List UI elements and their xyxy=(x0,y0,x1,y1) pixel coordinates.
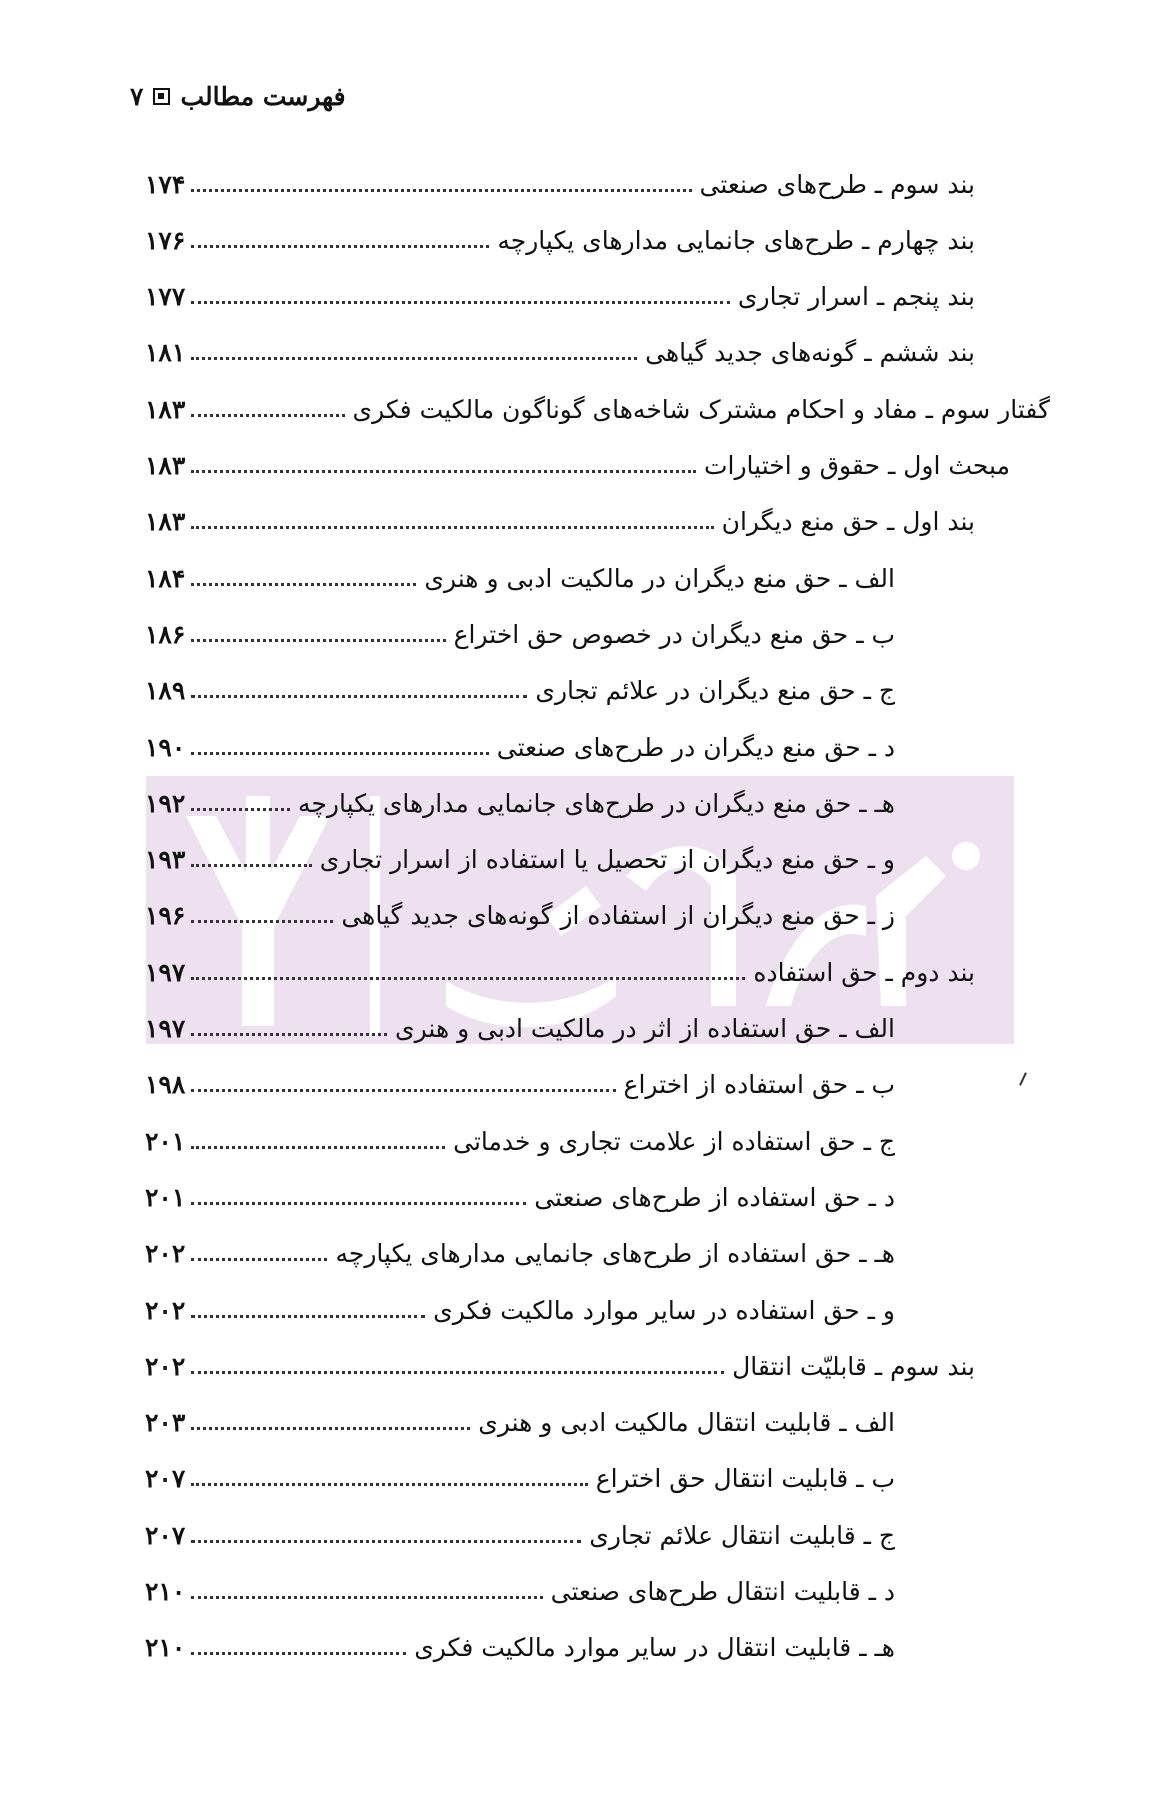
toc-entry[interactable] xyxy=(145,1113,895,1169)
toc-entry-page: ۱۸۳ xyxy=(145,394,186,424)
header-title: فهرست مطالب xyxy=(180,82,346,111)
margin-mark xyxy=(1019,1072,1027,1086)
toc-entry[interactable] xyxy=(145,944,975,1000)
toc-entry-title: د ـ قابلیت انتقال طرح‌های صنعتی xyxy=(550,1577,895,1606)
toc-entry-title: ج ـ حق استفاده از علامت تجاری و خدماتی xyxy=(453,1126,895,1156)
toc-entry-page: ۱۷۶ xyxy=(145,225,186,255)
toc-entry[interactable] xyxy=(145,381,1050,437)
dot-leader xyxy=(191,1258,327,1261)
dot-leader xyxy=(191,1202,526,1205)
toc-entry-title: بند اول ـ حق منع دیگران xyxy=(721,507,975,537)
dot-leader xyxy=(191,1652,406,1655)
dot-leader xyxy=(191,189,691,192)
dot-leader xyxy=(191,1146,445,1149)
dot-leader xyxy=(191,1483,587,1486)
toc-entry-title: گفتار سوم ـ مفاد و احکام مشترک شاخه‌های گوناگون مالکیت فکری xyxy=(352,394,1050,424)
toc-entry-page: ۲۰۲ xyxy=(145,1295,186,1325)
toc-entry-page: ۲۰۳ xyxy=(145,1408,186,1438)
toc-entry[interactable] xyxy=(145,888,895,944)
toc-entry-page: ۲۱۰ xyxy=(145,1577,186,1606)
dot-leader xyxy=(191,1540,581,1543)
toc-entry[interactable] xyxy=(145,1226,895,1282)
toc-entry[interactable] xyxy=(145,1169,895,1225)
running-header xyxy=(130,82,346,111)
toc-entry[interactable] xyxy=(145,663,895,719)
dot-leader xyxy=(191,1371,724,1374)
dot-leader xyxy=(191,1315,425,1318)
toc-entry-page: ۱۸۴ xyxy=(145,563,186,593)
toc-entry-title: هـ ـ قابلیت انتقال در سایر موارد مالکیت فکری xyxy=(414,1633,895,1663)
toc-entry[interactable] xyxy=(145,1620,895,1676)
toc-entry-title: بند پنجم ـ اسرار تجاری xyxy=(737,282,975,312)
toc-entry-page: ۱۹۷ xyxy=(145,957,186,987)
dot-leader xyxy=(191,470,696,473)
toc-entry-page: ۱۹۰ xyxy=(145,732,186,762)
toc-entry[interactable] xyxy=(145,269,975,325)
toc-entry[interactable] xyxy=(145,1282,895,1338)
toc-entry-title: ب ـ حق منع دیگران در خصوص حق اختراع xyxy=(453,619,895,649)
dot-leader xyxy=(191,245,489,248)
dot-leader xyxy=(191,414,344,417)
toc-entry-page: ۱۸۳ xyxy=(145,507,186,537)
toc-entry[interactable] xyxy=(145,1507,895,1563)
toc-entry[interactable] xyxy=(145,438,1010,494)
toc-entry[interactable] xyxy=(145,1395,895,1451)
toc-entry-page: ۲۰۷ xyxy=(145,1520,186,1550)
toc-entry-page: ۲۰۱ xyxy=(145,1182,186,1212)
toc-entry[interactable] xyxy=(145,1564,895,1620)
toc-entry-title: بند سوم ـ طرح‌های صنعتی xyxy=(699,169,975,199)
toc-entry[interactable] xyxy=(145,550,895,606)
dot-leader xyxy=(191,583,416,586)
toc-entry[interactable] xyxy=(145,494,975,550)
toc-entry-title: ج ـ قابلیت انتقال علائم تجاری xyxy=(589,1520,895,1550)
dot-leader xyxy=(191,1089,615,1092)
toc-entry-page: ۲۰۱ xyxy=(145,1126,186,1156)
toc-entry-title: ب ـ حق استفاده از اختراع xyxy=(623,1070,895,1100)
dot-leader xyxy=(191,1033,387,1036)
toc-entry-page: ۲۰۲ xyxy=(145,1351,186,1381)
dot-leader xyxy=(191,357,637,360)
toc-entry-page: ۱۹۷ xyxy=(145,1014,186,1043)
dot-leader xyxy=(191,526,713,529)
toc-entry-title: الف ـ قابلیت انتقال مالکیت ادبی و هنری xyxy=(478,1408,895,1438)
toc-entry[interactable] xyxy=(145,775,895,831)
toc-entry-title: الف ـ حق استفاده از اثر در مالکیت ادبی و هنری xyxy=(395,1014,895,1043)
toc-entry-title: هـ ـ حق منع دیگران در طرح‌های جانمایی مدارهای یکپارچه xyxy=(298,788,895,818)
toc-entry-page: ۱۸۹ xyxy=(145,676,186,706)
toc-entry-title: د ـ حق منع دیگران در طرح‌های صنعتی xyxy=(496,732,895,762)
toc-entry[interactable] xyxy=(145,719,895,775)
toc-entry-title: ب ـ قابلیت انتقال حق اختراع xyxy=(595,1464,895,1494)
dot-leader xyxy=(191,639,445,642)
toc-entry-page: ۲۰۷ xyxy=(145,1464,186,1494)
toc-entry-title: بند دوم ـ حق استفاده xyxy=(753,957,975,987)
dot-leader xyxy=(191,864,311,867)
toc-entry[interactable] xyxy=(145,212,975,268)
toc-entry-page: ۱۹۶ xyxy=(145,901,186,931)
toc-entry-title: هـ ـ حق استفاده از طرح‌های جانمایی مدارهای یکپارچه xyxy=(335,1239,895,1269)
toc-entry-page: ۱۸۳ xyxy=(145,451,186,480)
toc-entry-title: و ـ حق استفاده در سایر موارد مالکیت فکری xyxy=(433,1295,895,1325)
toc-entry-title: د ـ حق استفاده از طرح‌های صنعتی xyxy=(534,1182,895,1212)
toc-entry-page: ۱۷۷ xyxy=(145,282,186,312)
toc-entry-title: ج ـ حق منع دیگران در علائم تجاری xyxy=(535,676,895,706)
toc-entry-page: ۱۷۴ xyxy=(145,169,186,199)
toc-entry-page: ۲۰۲ xyxy=(145,1239,186,1269)
dot-leader xyxy=(191,977,745,980)
toc-entry-title: و ـ حق منع دیگران از تحصیل یا استفاده از اسرار تجاری xyxy=(319,845,895,875)
toc-entry[interactable] xyxy=(145,1057,895,1113)
dot-leader xyxy=(191,695,527,698)
toc-entry[interactable] xyxy=(145,156,975,212)
toc-entry-page: ۱۹۸ xyxy=(145,1070,186,1100)
toc-entry[interactable] xyxy=(145,832,895,888)
toc-entry[interactable] xyxy=(145,325,975,381)
toc-entry[interactable] xyxy=(145,606,895,662)
toc-entry-title: بند چهارم ـ طرح‌های جانمایی مدارهای یکپارچه xyxy=(497,225,975,255)
toc-entry[interactable] xyxy=(145,1001,895,1057)
toc-entry-title: بند ششم ـ گونه‌های جدید گیاهی xyxy=(645,338,975,368)
toc-entry[interactable] xyxy=(145,1451,895,1507)
toc-entry[interactable] xyxy=(145,1338,975,1394)
dot-leader xyxy=(191,752,488,755)
toc-entry-page: ۱۸۱ xyxy=(145,338,186,368)
toc-entry-page: ۲۱۰ xyxy=(145,1633,186,1663)
toc-entry-title: بند سوم ـ قابلیّت انتقال xyxy=(732,1351,975,1381)
square-bullet-icon xyxy=(153,88,170,105)
toc-entry-page: ۱۹۳ xyxy=(145,845,186,875)
header-page-number: ۷ xyxy=(130,82,144,111)
toc-entry-page: ۱۹۲ xyxy=(145,788,186,818)
toc-entry-title: الف ـ حق منع دیگران در مالکیت ادبی و هنری xyxy=(424,563,895,593)
dot-leader xyxy=(191,1427,470,1430)
dot-leader xyxy=(191,808,290,811)
toc-entry-title: ز ـ حق منع دیگران از استفاده از گونه‌های جدید گیاهی xyxy=(341,901,895,931)
toc-entry-title: مبحث اول ـ حقوق و اختیارات xyxy=(703,451,1010,480)
toc-entry-page: ۱۸۶ xyxy=(145,619,186,649)
dot-leader xyxy=(191,1596,542,1599)
dot-leader xyxy=(191,920,333,923)
dot-leader xyxy=(191,301,730,304)
